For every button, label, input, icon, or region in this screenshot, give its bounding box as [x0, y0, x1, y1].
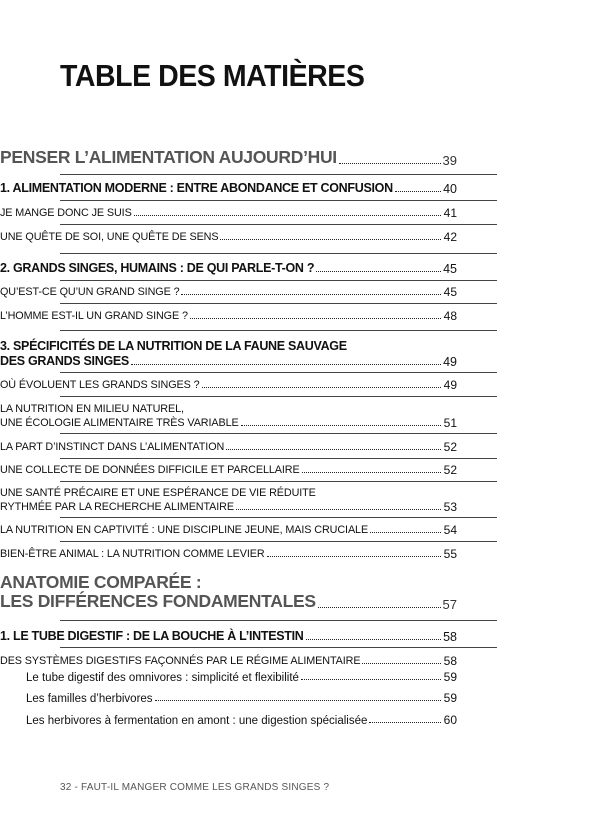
toc-section-entry[interactable] — [0, 523, 457, 537]
toc-entry-title-line1: 3. SPÉCIFICITÉS DE LA NUTRITION DE LA FAUNE SAUVAGE — [0, 339, 347, 353]
section-divider — [60, 303, 497, 304]
toc-leader-dots — [236, 509, 441, 510]
toc-subsection-entry[interactable] — [26, 670, 457, 684]
toc-leader-dots — [267, 556, 441, 557]
toc-section-entry[interactable] — [0, 463, 457, 477]
toc-leader-dots — [370, 532, 441, 533]
toc-leader-dots — [339, 163, 441, 164]
section-divider — [60, 253, 497, 254]
section-divider — [60, 280, 497, 281]
toc-page-number: 58 — [443, 654, 457, 668]
section-divider — [60, 517, 497, 518]
toc-entry-title: DES GRANDS SINGES — [0, 354, 129, 368]
section-divider — [60, 174, 497, 175]
toc-entry-title: Le tube digestif des omnivores : simplicité et flexibilité — [26, 672, 299, 684]
toc-page-number: 51 — [443, 416, 457, 430]
toc-leader-dots — [316, 271, 441, 272]
toc-entry-title: UNE COLLECTE DE DONNÉES DIFFICILE ET PARCELLAIRE — [0, 464, 300, 476]
toc-page-number: 39 — [442, 153, 457, 168]
section-divider — [60, 372, 497, 373]
toc-leader-dots — [131, 364, 441, 365]
toc-chapter-entry[interactable] — [0, 629, 457, 644]
toc-page-number: 41 — [443, 206, 457, 220]
toc-entry-title: BIEN-ÊTRE ANIMAL : LA NUTRITION COMME LEVIER — [0, 548, 265, 560]
toc-leader-dots — [395, 191, 441, 192]
toc-leader-dots — [220, 239, 441, 240]
section-divider — [60, 481, 497, 482]
section-divider — [60, 396, 497, 397]
toc-entry-title: LES DIFFÉRENCES FONDAMENTALES — [0, 591, 316, 611]
section-divider — [60, 224, 497, 225]
toc-section-entry[interactable] — [0, 654, 457, 668]
section-divider — [60, 647, 497, 648]
toc-entry-title: Les familles d’herbivores — [26, 693, 153, 705]
toc-section-entry[interactable] — [0, 309, 457, 323]
toc-entry-title: LA NUTRITION EN CAPTIVITÉ : UNE DISCIPLINE JEUNE, MAIS CRUCIALE — [0, 524, 369, 536]
toc-part-entry[interactable] — [0, 147, 457, 168]
toc-entry-title: 2. GRANDS SINGES, HUMAINS : DE QUI PARLE-T-ON ? — [0, 261, 315, 275]
toc-leader-dots — [369, 722, 441, 723]
toc-section-entry[interactable] — [0, 378, 457, 392]
toc-entry-title: Les herbivores à fermentation en amont : une digestion spécialisée — [26, 715, 368, 727]
toc-page-number: 54 — [443, 523, 457, 537]
section-divider — [60, 433, 497, 434]
toc-subsection-entry[interactable] — [26, 713, 457, 727]
toc-entry-title-line1: UNE SANTÉ PRÉCAIRE ET UNE ESPÉRANCE DE VIE RÉDUITE — [0, 487, 316, 499]
toc-page-number: 53 — [443, 500, 457, 514]
toc-chapter-entry[interactable] — [0, 181, 457, 196]
toc-leader-dots — [181, 294, 441, 295]
section-divider — [60, 330, 497, 331]
toc-section-entry[interactable] — [0, 206, 457, 220]
toc-leader-dots — [134, 215, 441, 216]
toc-entry-title: 1. LE TUBE DIGESTIF : DE LA BOUCHE À L’INTESTIN — [0, 629, 304, 643]
toc-page-number: 59 — [443, 670, 457, 684]
toc-page-number: 49 — [443, 355, 457, 369]
toc-page-number: 49 — [443, 378, 457, 392]
section-divider — [60, 458, 497, 459]
toc-page-number: 55 — [443, 547, 457, 561]
toc-section-entry[interactable] — [0, 440, 457, 454]
page-title: TABLE DES MATIÈRES — [60, 58, 365, 93]
toc-page-number: 48 — [443, 309, 457, 323]
toc-leader-dots — [306, 639, 441, 640]
toc-subsection-entry[interactable] — [26, 691, 457, 705]
toc-page-number: 45 — [443, 285, 457, 299]
toc-entry-title: L’HOMME EST-IL UN GRAND SINGE ? — [0, 310, 188, 322]
toc-leader-dots — [302, 472, 441, 473]
toc-section-entry[interactable] — [0, 486, 457, 514]
toc-page-number: 40 — [443, 182, 457, 196]
toc-leader-dots — [202, 387, 442, 388]
toc-leader-dots — [226, 449, 441, 450]
toc-leader-dots — [301, 679, 441, 680]
toc-entry-title: PENSER L’ALIMENTATION AUJOURD’HUI — [0, 147, 337, 167]
toc-leader-dots — [241, 425, 441, 426]
toc-entry-title: QU’EST-CE QU’UN GRAND SINGE ? — [0, 286, 180, 298]
toc-section-entry[interactable] — [0, 547, 457, 561]
toc-entry-title: RYTHMÉE PAR LA RECHERCHE ALIMENTAIRE — [0, 501, 234, 513]
section-divider — [60, 200, 497, 201]
toc-entry-title-line1: ANATOMIE COMPARÉE : — [0, 572, 202, 592]
toc-leader-dots — [190, 318, 441, 319]
toc-part-entry[interactable] — [0, 574, 457, 612]
toc-leader-dots — [362, 663, 441, 664]
toc-page-number: 60 — [443, 713, 457, 727]
toc-entry-title: LA PART D’INSTINCT DANS L’ALIMENTATION — [0, 441, 225, 453]
toc-page-number: 52 — [443, 440, 457, 454]
section-divider — [60, 541, 497, 542]
toc-page-number: 45 — [443, 262, 457, 276]
toc-section-entry[interactable] — [0, 285, 457, 299]
toc-section-entry[interactable] — [0, 230, 457, 244]
page-footer: 32 - FAUT-IL MANGER COMME LES GRANDS SINGES ? — [60, 782, 330, 793]
toc-entry-title: 1. ALIMENTATION MODERNE : ENTRE ABONDANCE ET CONFUSION — [0, 181, 393, 195]
toc-page-number: 52 — [443, 463, 457, 477]
toc-page-number: 42 — [443, 230, 457, 244]
toc-entry-title: UNE QUÊTE DE SOI, UNE QUÊTE DE SENS — [0, 231, 219, 243]
toc-chapter-entry[interactable] — [0, 339, 457, 369]
toc-entry-title: DES SYSTÈMES DIGESTIFS FAÇONNÉS PAR LE RÉGIME ALIMENTAIRE — [0, 655, 361, 667]
toc-leader-dots — [318, 607, 441, 608]
toc-entry-title: UNE ÉCOLOGIE ALIMENTAIRE TRÈS VARIABLE — [0, 417, 239, 429]
toc-chapter-entry[interactable] — [0, 261, 457, 276]
toc-section-entry[interactable] — [0, 402, 457, 430]
toc-page-number: 57 — [442, 597, 457, 612]
toc-entry-title-line1: LA NUTRITION EN MILIEU NATUREL, — [0, 403, 184, 415]
toc-page-number: 59 — [443, 691, 457, 705]
toc-entry-title: JE MANGE DONC JE SUIS — [0, 207, 132, 219]
section-divider — [60, 620, 497, 621]
toc-leader-dots — [155, 700, 441, 701]
toc-entry-title: OÙ ÉVOLUENT LES GRANDS SINGES ? — [0, 379, 200, 391]
toc-page-number: 58 — [443, 630, 457, 644]
